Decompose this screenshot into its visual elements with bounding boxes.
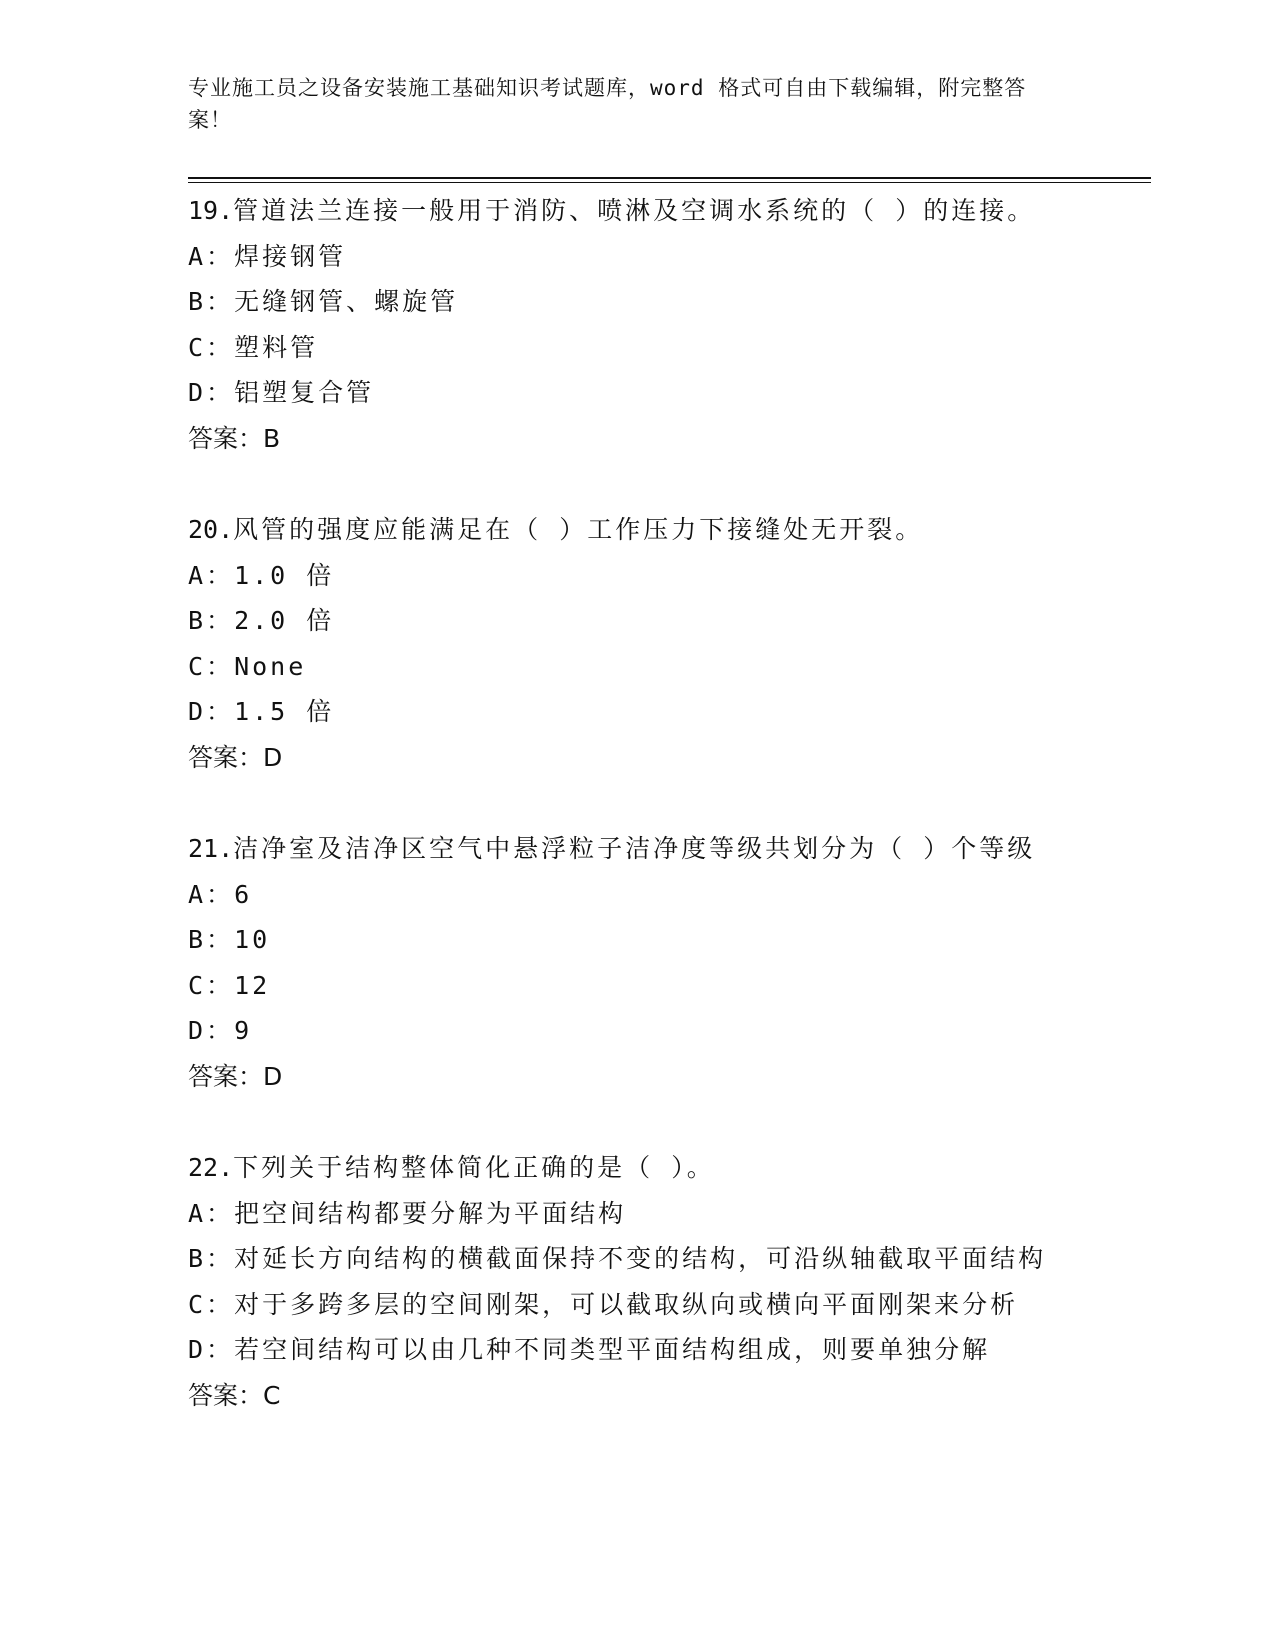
answer-label: 答案： <box>188 1380 264 1410</box>
option-a <box>188 872 1151 918</box>
question-19 <box>188 188 1151 461</box>
question-21 <box>188 826 1151 1099</box>
answer-label: 答案： <box>188 423 264 453</box>
option-text: 1.5 倍 <box>234 697 335 726</box>
question-text: 洁净室及洁净区空气中悬浮粒子洁净度等级共划分为（ ）个等级 <box>233 834 1036 863</box>
option-d <box>188 1327 1151 1373</box>
option-text: 对于多跨多层的空间刚架，可以截取纵向或横向平面刚架来分析 <box>234 1289 1019 1319</box>
answer-value: D <box>263 742 283 772</box>
option-b <box>188 1236 1151 1282</box>
question-number: 21. <box>188 834 234 863</box>
option-letter: B： <box>188 606 235 635</box>
option-text: 2.0 倍 <box>234 606 335 635</box>
option-letter: D： <box>188 697 235 726</box>
option-d <box>188 1008 1151 1054</box>
question-stem <box>188 826 1151 872</box>
option-a <box>188 553 1151 599</box>
option-d <box>188 370 1151 416</box>
option-b <box>188 279 1151 325</box>
option-text: 1.0 倍 <box>234 560 335 590</box>
option-b <box>188 598 1151 644</box>
option-c <box>188 1282 1151 1328</box>
option-text: 9 <box>234 1016 253 1045</box>
question-stem <box>188 188 1151 234</box>
question-spacer <box>188 1099 1151 1145</box>
option-text: 把空间结构都要分解为平面结构 <box>234 1198 627 1228</box>
option-c <box>188 644 1151 690</box>
option-text: 塑料管 <box>234 332 319 362</box>
option-c <box>188 963 1151 1009</box>
option-d <box>188 689 1151 735</box>
document-header: 专业施工员之设备安装施工基础知识考试题库，word 格式可自由下载编辑，附完整答案！ <box>188 76 1027 132</box>
option-a <box>188 1191 1151 1237</box>
answer-label: 答案： <box>188 1061 264 1091</box>
header-divider-thick <box>188 177 1151 179</box>
option-text: 6 <box>234 879 253 909</box>
question-number: 22. <box>188 1153 234 1182</box>
answer-line <box>188 416 1151 462</box>
option-text: None <box>234 651 307 681</box>
option-letter: C： <box>188 1289 235 1319</box>
question-list <box>188 188 1151 1418</box>
question-spacer <box>188 461 1151 507</box>
question-text: 管道法兰连接一般用于消防、喷淋及空调水系统的（ ）的连接。 <box>233 196 1036 225</box>
option-c <box>188 325 1151 371</box>
question-stem <box>188 507 1151 553</box>
option-letter: D： <box>188 1016 235 1045</box>
option-letter: B： <box>188 925 235 954</box>
option-text: 铝塑复合管 <box>234 378 375 407</box>
option-a <box>188 234 1151 280</box>
answer-line <box>188 1054 1151 1100</box>
question-spacer <box>188 780 1151 826</box>
option-letter: A： <box>188 1198 235 1228</box>
question-20 <box>188 507 1151 780</box>
option-text: 对延长方向结构的横截面保持不变的结构，可沿纵轴截取平面结构 <box>234 1244 1047 1273</box>
answer-line <box>188 1373 1151 1419</box>
option-letter: A： <box>188 560 235 590</box>
option-letter: A： <box>188 241 235 271</box>
option-letter: C： <box>188 332 235 362</box>
option-text: 若空间结构可以由几种不同类型平面结构组成，则要单独分解 <box>234 1335 991 1364</box>
question-number: 20. <box>188 515 234 544</box>
option-text: 焊接钢管 <box>234 241 347 271</box>
answer-label: 答案： <box>188 742 264 772</box>
question-22 <box>188 1145 1151 1418</box>
answer-value: B <box>263 423 281 453</box>
option-letter: C： <box>188 651 235 681</box>
answer-value: D <box>263 1061 283 1091</box>
option-letter: A： <box>188 879 235 909</box>
header-divider-thin <box>188 182 1151 183</box>
option-b <box>188 917 1151 963</box>
question-text: 下列关于结构整体简化正确的是（ ）。 <box>233 1153 715 1182</box>
option-letter: B： <box>188 1244 235 1273</box>
option-letter: D： <box>188 378 235 407</box>
answer-line <box>188 735 1151 781</box>
option-text: 无缝钢管、螺旋管 <box>234 287 459 316</box>
question-text: 风管的强度应能满足在（ ）工作压力下接缝处无开裂。 <box>233 515 924 544</box>
answer-value: C <box>263 1380 281 1410</box>
option-letter: B： <box>188 287 235 316</box>
question-number: 19. <box>188 196 234 225</box>
option-letter: C： <box>188 970 235 1000</box>
option-text: 12 <box>234 970 271 1000</box>
option-letter: D： <box>188 1335 235 1364</box>
question-stem <box>188 1145 1151 1191</box>
option-text: 10 <box>234 925 271 954</box>
